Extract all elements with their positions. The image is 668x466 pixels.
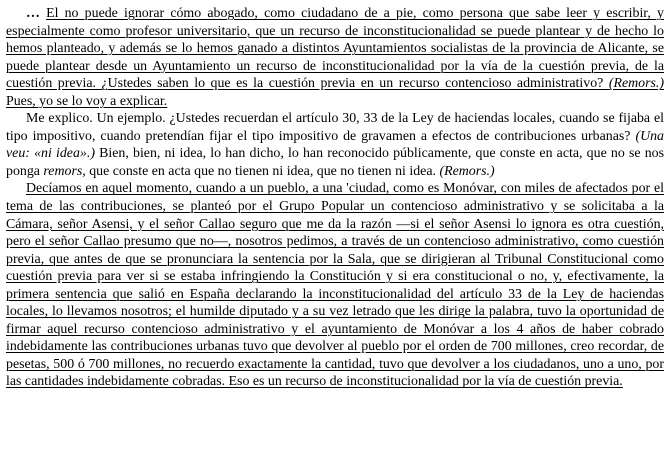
paragraph-2 — [6, 110, 664, 180]
stage-direction: (Una veu: «ni idea».) — [6, 128, 664, 162]
paragraph-1 — [6, 5, 664, 110]
underlined-text: El no puede ignorar cómo abogado, como ciudadano de a pie, como persona que sabe leer y escribir, y especialmente como profesor universitario, que un recurso de inconstitucionalidad se puede plantear y de hecho lo hemos planteado, y además se lo hemos ganado a distintos Ayuntamientos socialistas de la provincia de Alicante, se puede plantear desde un Ayuntamiento un recurso de inconstitucionalidad por la vía de la cuestión previa, de la cuestión previa. ¿Ustedes saben lo que es la cuestión previa en un recurso contencioso administrativo? — [6, 6, 664, 92]
stage-direction: (Remors.) — [608, 76, 664, 92]
ellipsis-text: … — [26, 6, 47, 21]
underlined-text: Decíamos en aquel momento, cuando a un pueblo, a una 'ciudad, como es Monóvar, con miles de afectados por el tema de las contribuciones, se planteó por el Grupo Popular un contencioso administrativo y se solicitaba a la Cámara, señor Asensi, y el señor Callao seguro que me da la razón —si el señor Asensi lo ignora es otra cuestión, pero el señor Callao presumo que no—, nosotros pedimos, a través de un contencioso administrativo, como cuestión previa, que antes de que se pronunciara la sentencia por la Sala, que se dirigieran al Tribunal Constitucional como cuestión previa para ver si se estaba infringiendo la Constitución y si era constitucional o no, y, efectivamente, la primera sentencia que salió en España declarando la inconstitucionalidad del artículo 33 de la Ley de haciendas locales, lo llevamos nosotros; el humilde diputado y a su vez letrado que les dirige la palabra, tuvo la oportunidad de firmar aquel recurso contencioso administrativo y el ayuntamiento de Monóvar a los 4 años de haber cobrado indebidamente las contribuciones urbanas tuvo que devolver al pueblo por el orden de 700 millones, creo recordar, de pesetas, 500 ó 700 millones, no recuerdo exactamente la cantidad, tuvo que devolver a los ciudadanos, uno a uno, por las cantidades indebidamente cobradas. Eso es un recurso de inconstitucionalidad por la vía de cuestión previa. — [6, 181, 664, 390]
italic-word: remors, — [43, 163, 86, 179]
body-text: Me explico. Un ejemplo. ¿Ustedes recuerdan el artículo 30, 33 de la Ley de haciendas locales, cuando se fijaba el tipo impositivo, cuando pretendían fijar el tipo impositivo de gravamen a efectos de contribuciones urbanas? — [6, 111, 664, 144]
paragraph-3 — [6, 180, 664, 391]
body-text: Bien, bien, ni idea, lo han dicho, lo han reconocido públicamente, que conste en acta, que no se nos ponga — [6, 146, 664, 179]
stage-direction: (Remors.) — [439, 163, 495, 179]
underlined-text: Pues, yo se lo voy a explicar. — [6, 93, 168, 109]
body-text: que conste en acta que no tienen ni idea, que no tienen ni idea. — [85, 163, 440, 179]
